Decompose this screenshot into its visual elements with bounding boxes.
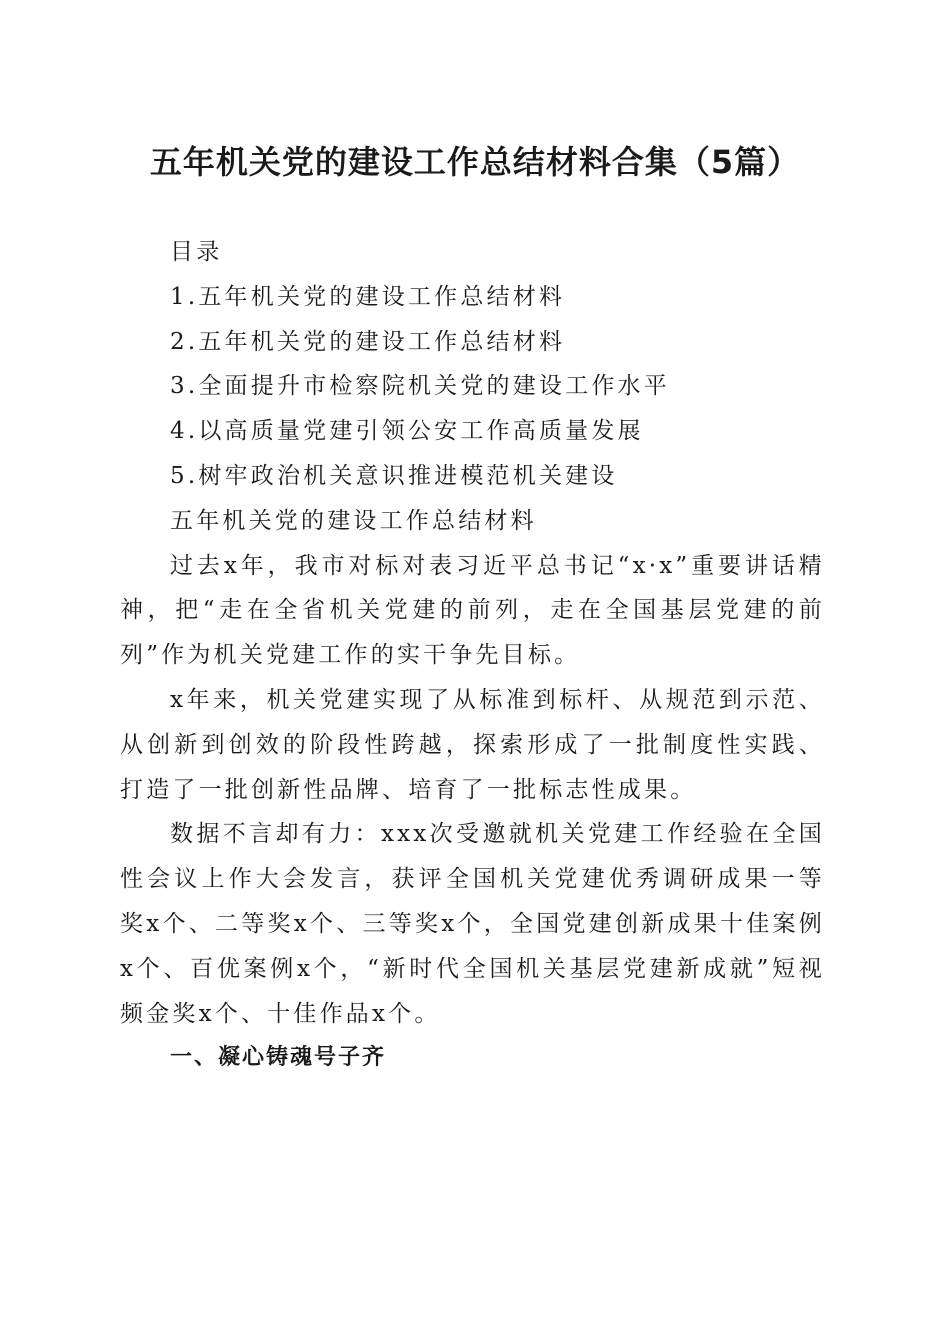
toc-label: 目录: [170, 239, 223, 265]
article-title: 五年机关党的建设工作总结材料: [170, 507, 537, 534]
body-paragraph: x年来，机关党建实现了从标准到标杆、从规范到示范、从创新到创效的阶段性跨越，探索形成了一批制度性实践、打造了一批创新性品牌、培育了一批标志性成果。: [120, 686, 825, 803]
toc-item: 5.树牢政治机关意识推进模范机关建设: [170, 462, 618, 489]
toc-item: 4.以高质量党建引领公安工作高质量发展: [170, 418, 644, 445]
document-title: 五年机关党的建设工作总结材料合集（5篇）: [149, 143, 801, 181]
body-paragraph: 数据不言却有力：xxx次受邀就机关党建工作经验在全国性会议上作大会发言，获评全国机关党建优秀调研成果一等奖x个、二等奖x个、三等奖x个，全国党建创新成果十佳案例x个、百优案例x个，“新时代全国机关基层党建新成就”短视频金奖x个、十佳作品x个。: [120, 821, 825, 1027]
toc-item: 3.全面提升市检察院机关党的建设工作水平: [170, 373, 670, 400]
toc-item: 1.五年机关党的建设工作总结材料: [170, 283, 566, 310]
toc-item: 2.五年机关党的建设工作总结材料: [170, 328, 566, 355]
body-paragraph: 过去x年，我市对标对表习近平总书记“x·x”重要讲话精神，把“走在全省机关党建的前列，走在全国基层党建的前列”作为机关党建工作的实干争先目标。: [120, 552, 825, 669]
document-body: [120, 230, 825, 1081]
section-heading: 一、凝心铸魂号子齐: [170, 1045, 387, 1071]
